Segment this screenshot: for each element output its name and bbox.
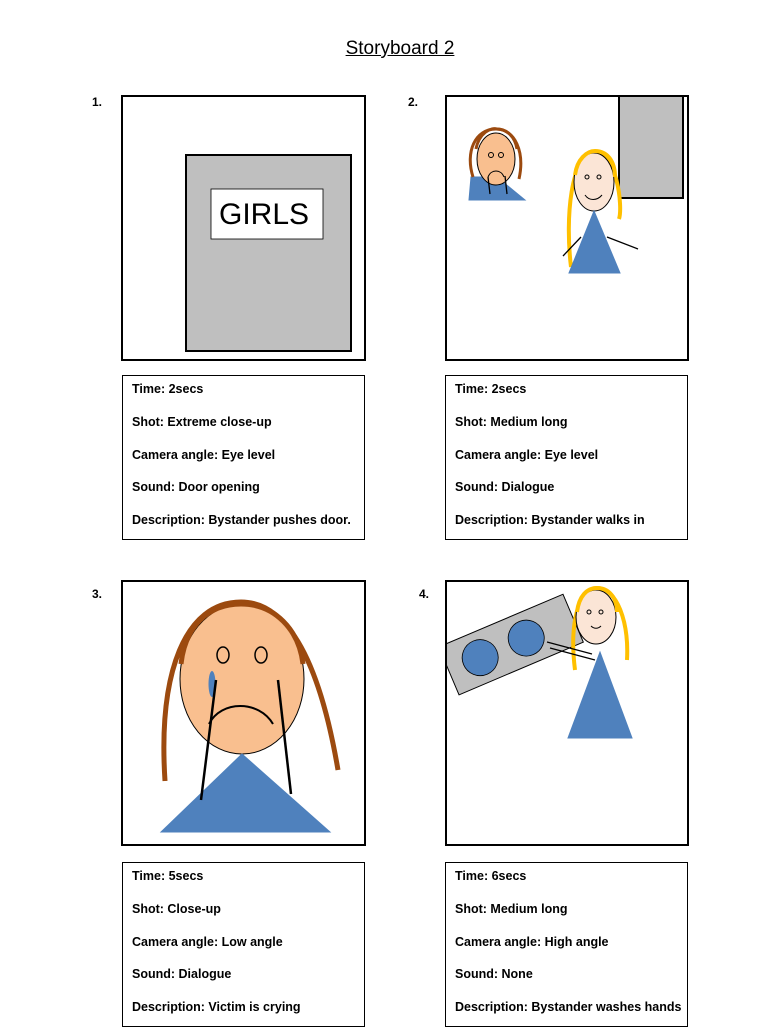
panel-frame-1 [121, 95, 366, 361]
sound-text: Sound: Dialogue [455, 480, 555, 495]
door [186, 155, 351, 351]
sound-text: Sound: Door opening [132, 480, 260, 495]
sound-text: Sound: Dialogue [132, 967, 232, 982]
time-text: Time: 2secs [455, 382, 527, 396]
angle-text: Camera angle: Eye level [455, 447, 599, 462]
panel-frame-3 [121, 580, 366, 846]
victim-crying-illustration [123, 582, 366, 846]
description-text: Description: Bystander pushes door. [132, 513, 351, 528]
panel-number-1: 1. [92, 95, 103, 109]
angle-text: Camera angle: Low angle [132, 934, 283, 949]
panel-info-4 [445, 862, 688, 1027]
panel-frame-4 [445, 580, 689, 846]
panel-number-3: 3. [92, 587, 103, 601]
page-title: Storyboard 2 [345, 38, 455, 59]
bystander-enters-illustration [447, 97, 689, 361]
time-text: Time: 2secs [132, 382, 204, 396]
sound-text: Sound: None [455, 967, 533, 982]
angle-text: Camera angle: Eye level [132, 447, 276, 462]
panel-number-2: 2. [408, 95, 419, 109]
victim-figure [469, 129, 525, 200]
victim-face [477, 133, 515, 185]
time-text: Time: 5secs [132, 869, 204, 883]
shot-text: Shot: Close-up [132, 901, 221, 916]
bystander-body [568, 652, 632, 738]
panel-info-3 [122, 862, 365, 1027]
angle-text: Camera angle: High angle [455, 934, 609, 949]
shot-text: Shot: Extreme close-up [132, 414, 272, 429]
door-sign-text: GIRLS [219, 198, 310, 231]
door [619, 97, 683, 198]
description-text: Description: Bystander walks in [455, 513, 645, 528]
shot-text: Shot: Medium long [455, 414, 568, 429]
description-text: Description: Bystander washes hands [455, 1000, 682, 1015]
victim-closeup-figure [161, 602, 338, 832]
bystander-washing-illustration [447, 582, 689, 846]
description-text: Description: Victim is crying [132, 1000, 301, 1015]
panel-info-2 [445, 375, 688, 540]
shot-text: Shot: Medium long [455, 901, 568, 916]
victim-body [161, 754, 330, 832]
time-text: Time: 6secs [455, 869, 527, 883]
panel-info-1 [122, 375, 365, 540]
panel-number-4: 4. [419, 587, 430, 601]
panel-frame-2 [445, 95, 689, 361]
sink-counter [447, 594, 583, 695]
